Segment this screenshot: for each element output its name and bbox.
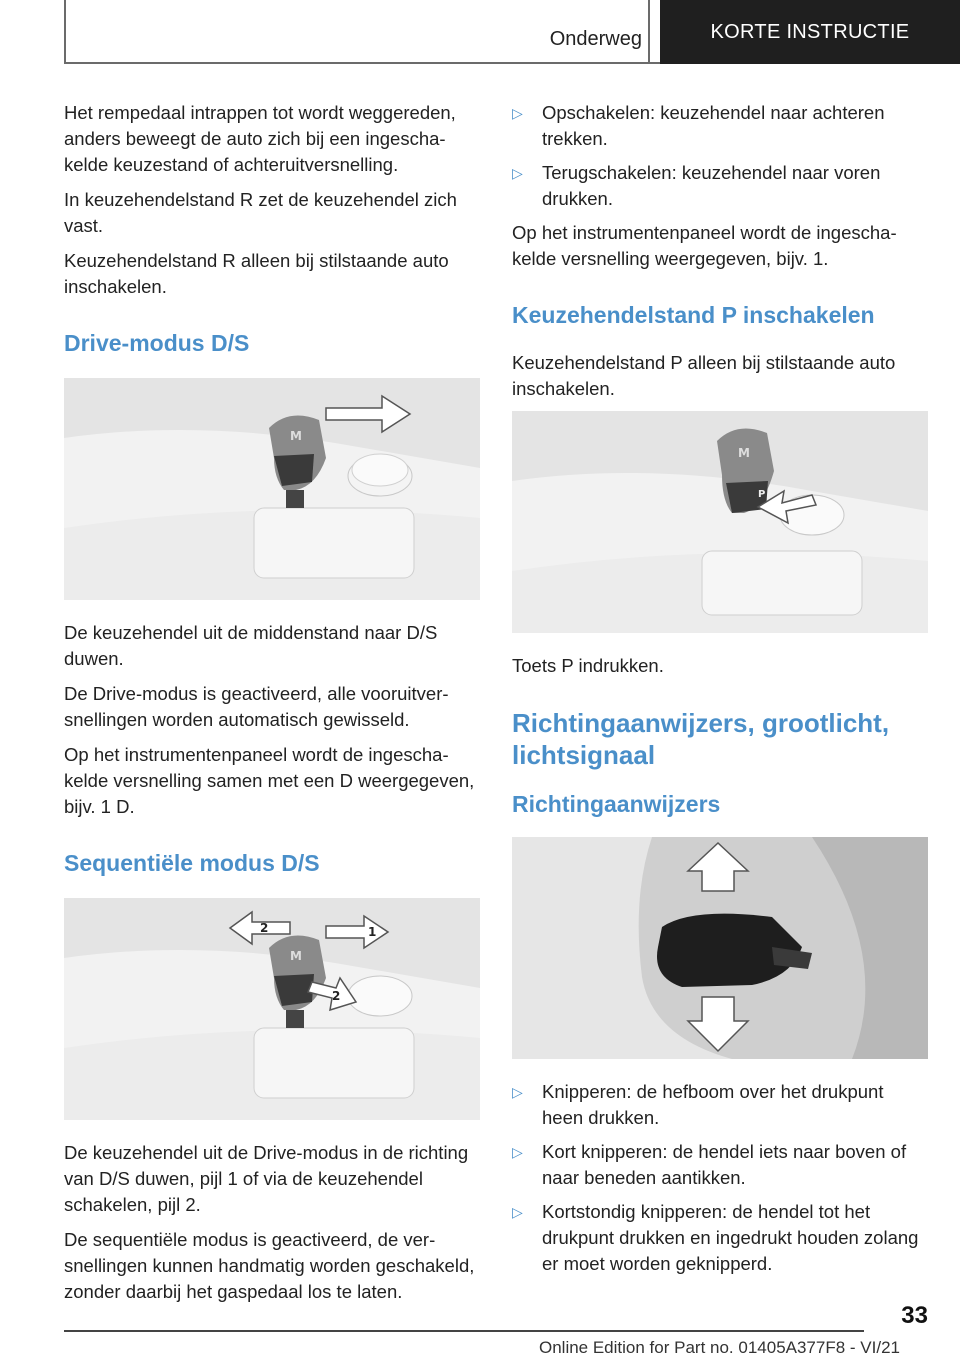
paragraph: Keuzehendelstand P alleen bij stilstaande auto inschakelen. [512, 352, 896, 399]
list-item: ▷ Opschakelen: keuzehendel naar achteren trekken. [512, 102, 885, 149]
paragraph: Op het instrumentenpaneel wordt de ingeschakelde versnelling samen met een D weergegeven, bijv. 1 D. [64, 744, 475, 817]
sequential-knob-logo: M [290, 949, 302, 963]
paragraph: De sequentiële modus is geactiveerd, de versnellingen kunnen handmatig worden geschakeld, zonder daarbij het gaspedaal los te laten. [64, 1229, 475, 1302]
sequential-mode-illustration [64, 898, 480, 1120]
paragraph: Het rempedaal intrappen tot wordt weggereden, anders beweegt de auto zich bij een ingeschakelde keuzestand of achteruitversnelling. [64, 102, 456, 175]
arrow-2-up-label: 2 [260, 921, 269, 935]
paragraph: Keuzehendelstand R alleen bij stilstaande auto inschakelen. [64, 250, 449, 297]
header-section-label: Onderweg [549, 28, 642, 50]
header-rule-mid [648, 0, 650, 64]
heading-turn-signals: Richtingaanwijzers [512, 791, 721, 817]
drive-mode-illustration [64, 378, 480, 600]
header-rule-left [64, 0, 66, 64]
heading-drive-mode: Drive-modus D/S [64, 330, 250, 356]
heading-sequential-mode: Sequentiële modus D/S [64, 850, 320, 876]
arrow-1-label: 1 [368, 925, 377, 939]
paragraph: Op het instrumentenpaneel wordt de ingeschakelde versnelling weergegeven, bijv. 1. [512, 222, 897, 269]
park-key-label: P [758, 489, 766, 500]
triangle-bullet-icon: ▷ [512, 105, 523, 121]
drive-knob-logo: M [290, 429, 302, 443]
triangle-bullet-icon: ▷ [512, 1144, 523, 1160]
paragraph: De keuzehendel uit de middenstand naar D/S duwen. [64, 622, 438, 669]
triangle-bullet-icon: ▷ [512, 165, 523, 181]
left-column [64, 100, 480, 1314]
triangle-bullet-icon: ▷ [512, 1084, 523, 1100]
park-knob-logo: M [738, 446, 750, 460]
list-item: ▷ Knipperen: de hefboom over het drukpunt heen drukken. [512, 1081, 884, 1128]
list-item: ▷ Kortstondig knipperen: de hendel tot het drukpunt drukken en ingedrukt houden zolang er moet worden geknipperd. [512, 1201, 919, 1274]
paragraph: De Drive-modus is geactiveerd, alle vooruitversnellingen worden automatisch gewisseld. [64, 683, 449, 730]
header-tab[interactable]: KORTE INSTRUCTIE [660, 0, 960, 64]
footer-rule [64, 1330, 864, 1332]
paragraph: In keuzehendelstand R zet de keuzehendel zich vast. [64, 189, 457, 236]
turn-signal-list [512, 1079, 928, 1277]
page-number: 33 [901, 1302, 928, 1329]
list-item: ▷ Kort knipperen: de hendel iets naar boven of naar beneden aantikken. [512, 1141, 907, 1188]
right-column [512, 100, 928, 1285]
triangle-bullet-icon: ▷ [512, 1204, 523, 1220]
heading-park: Keuzehendelstand P inschakelen [512, 302, 875, 328]
paragraph: De keuzehendel uit de Drive-modus in de richting van D/S duwen, pijl 1 of via de keuzehendel schakelen, pijl 2. [64, 1142, 469, 1215]
list-item: ▷ Terugschakelen: keuzehendel naar voren drukken. [512, 162, 881, 209]
park-illustration [512, 411, 928, 633]
shift-list [512, 100, 928, 212]
paragraph: Toets P indrukken. [512, 655, 664, 676]
footer-edition: Online Edition for Part no. 01405A377F8 - VI/21 [538, 1338, 900, 1357]
heading-turn-signals-high-beam: Richtingaanwijzers, grootlicht, lichtsignaal [512, 708, 890, 770]
header-rule-bottom [64, 62, 660, 64]
arrow-2-down-label: 2 [332, 989, 341, 1003]
turn-signal-illustration [512, 837, 928, 1059]
